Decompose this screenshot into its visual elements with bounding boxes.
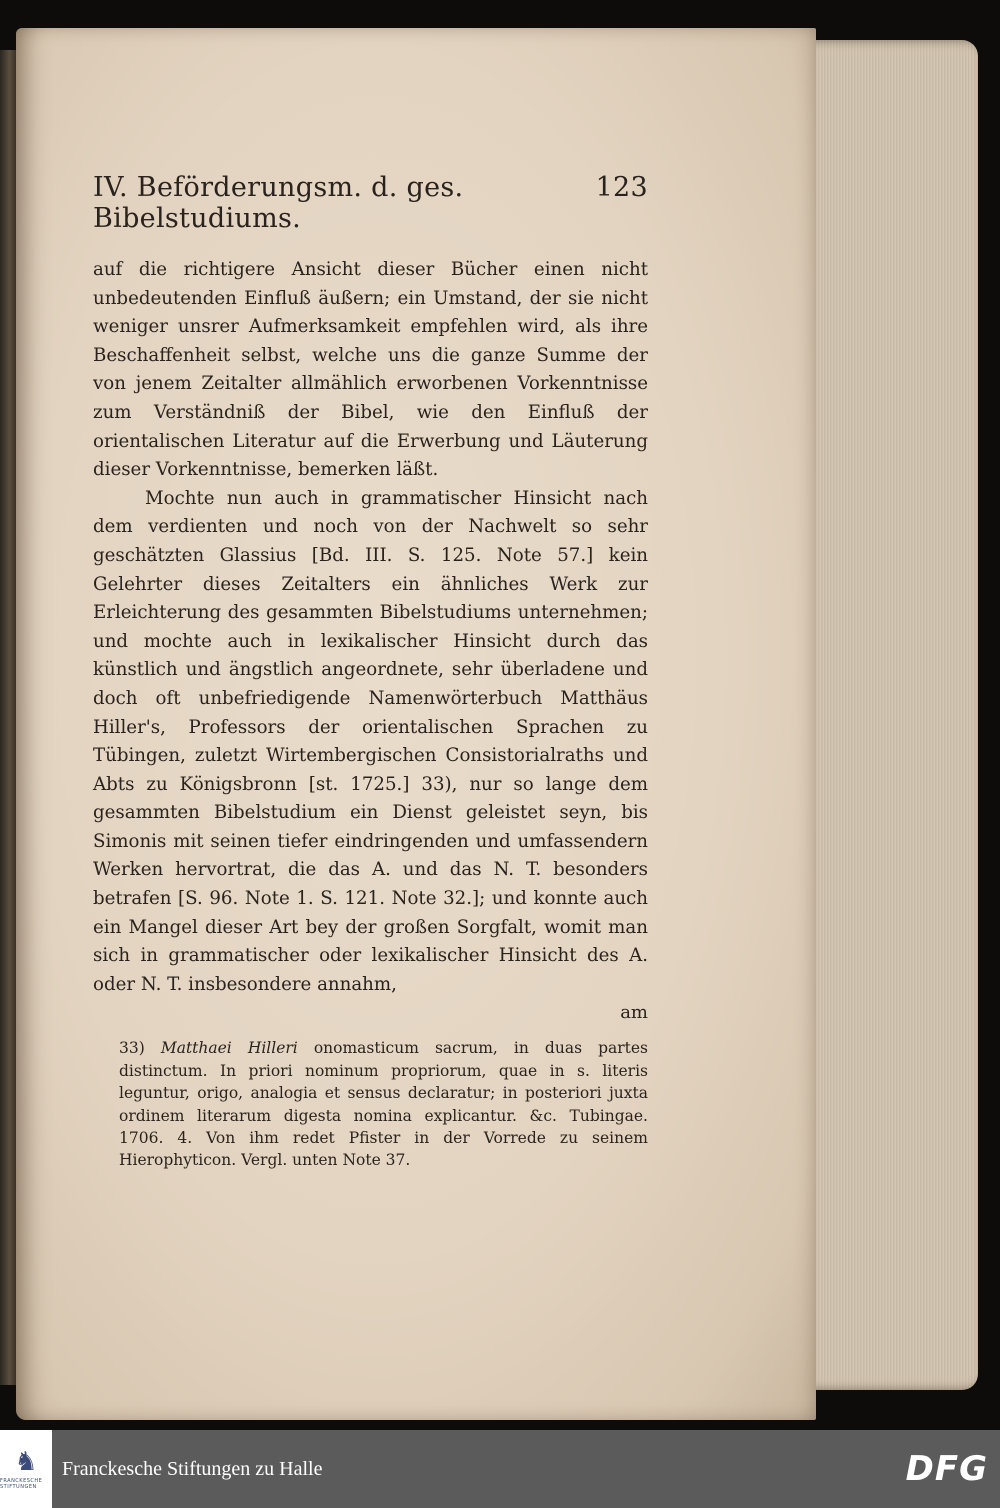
page-text <box>93 172 648 1172</box>
logo-emblem-icon: ♞ <box>14 1446 38 1477</box>
body-text <box>93 256 648 999</box>
paragraph-2: Mochte nun auch in grammatischer Hinsicht nach dem verdienten und noch von der Nachwelt so sehr geschätzten Glassius [Bd. III. S. 125. Note 57.] kein Gelehrter dieses Zeitalters ein ähnliches Werk zur Erleichterung des gesammten Bibelstudiums unternehmen; und mochte auch in lexikalischer Hinsicht durch das künstlich und ängstlich angeordnete, sehr überladene und doch oft unbefriedigende Namenwörterbuch Matthäus Hiller's, Professors der orientalischen Sprachen zu Tübingen, zuletzt Wirtembergischen Consistorialraths und Abts zu Königsbronn [st. 1725.] 33), nur so lange dem gesammten Bibelstudium ein Dienst geleistet seyn, bis Simonis mit seinen tiefer eindringenden und umfassendern Werken hervortrat, die das A. und das N. T. besonders betrafen [S. 96. Note 1. S. 121. Note 32.]; und konnte auch ein Mangel dieser Art bey der großen Sorgfalt, womit man sich in grammatischer oder lexikalischer Hinsicht des A. oder N. T. insbesondere annahm, <box>93 487 648 995</box>
paragraph-1: auf die richtigere Ansicht dieser Bücher einen nicht unbedeutenden Einfluß äußern; ein Umstand, der sie nicht weniger unsrer Aufmerksamkeit empfehlen wird, als ihre Beschaffenheit selbst, welche uns die ganze Summe der von jenem Zeitalter allmählich erworbenen Vorkenntnisse zum Verständniß der Bibel, wie den Einfluß der orientalischen Literatur auf die Erwerbung und Läuterung dieser Vorkenntnisse, bemerken läßt. <box>93 259 648 481</box>
logo-text: FRANCKESCHE STIFTUNGEN <box>0 1477 43 1490</box>
running-head-title: IV. Beförderungsm. d. ges. Bibelstudiums. <box>93 172 464 234</box>
institution-logo[interactable] <box>0 1430 52 1508</box>
footnote-marker: 33) <box>119 1039 145 1058</box>
catchword: am <box>620 1002 648 1024</box>
page-block-edges <box>800 40 978 1390</box>
viewer-footer <box>0 1430 1000 1508</box>
footer-left <box>0 1430 322 1508</box>
footnote-text: onomasticum sacrum, in duas partes distinctum. In priori nominum propriorum, quae in s. literis leguntur, origo, analogia et sensus declaratur; in posteriori juxta ordinem literarum digesta nomina explicantur. &c. Tubingae. 1706. 4. Von ihm redet Pfister in der Vorrede zu seinem Hierophyticon. Vergl. unten Note 37. <box>119 1039 649 1170</box>
page-number: 123 <box>595 172 648 203</box>
left-page-edge <box>0 50 16 1385</box>
dfg-logo[interactable]: DFG <box>905 1449 988 1489</box>
footnote-author: Matthaei Hilleri <box>160 1039 298 1058</box>
institution-name[interactable]: Franckesche Stiftungen zu Halle <box>62 1457 323 1480</box>
running-head <box>93 172 648 234</box>
footnote <box>93 1037 648 1171</box>
